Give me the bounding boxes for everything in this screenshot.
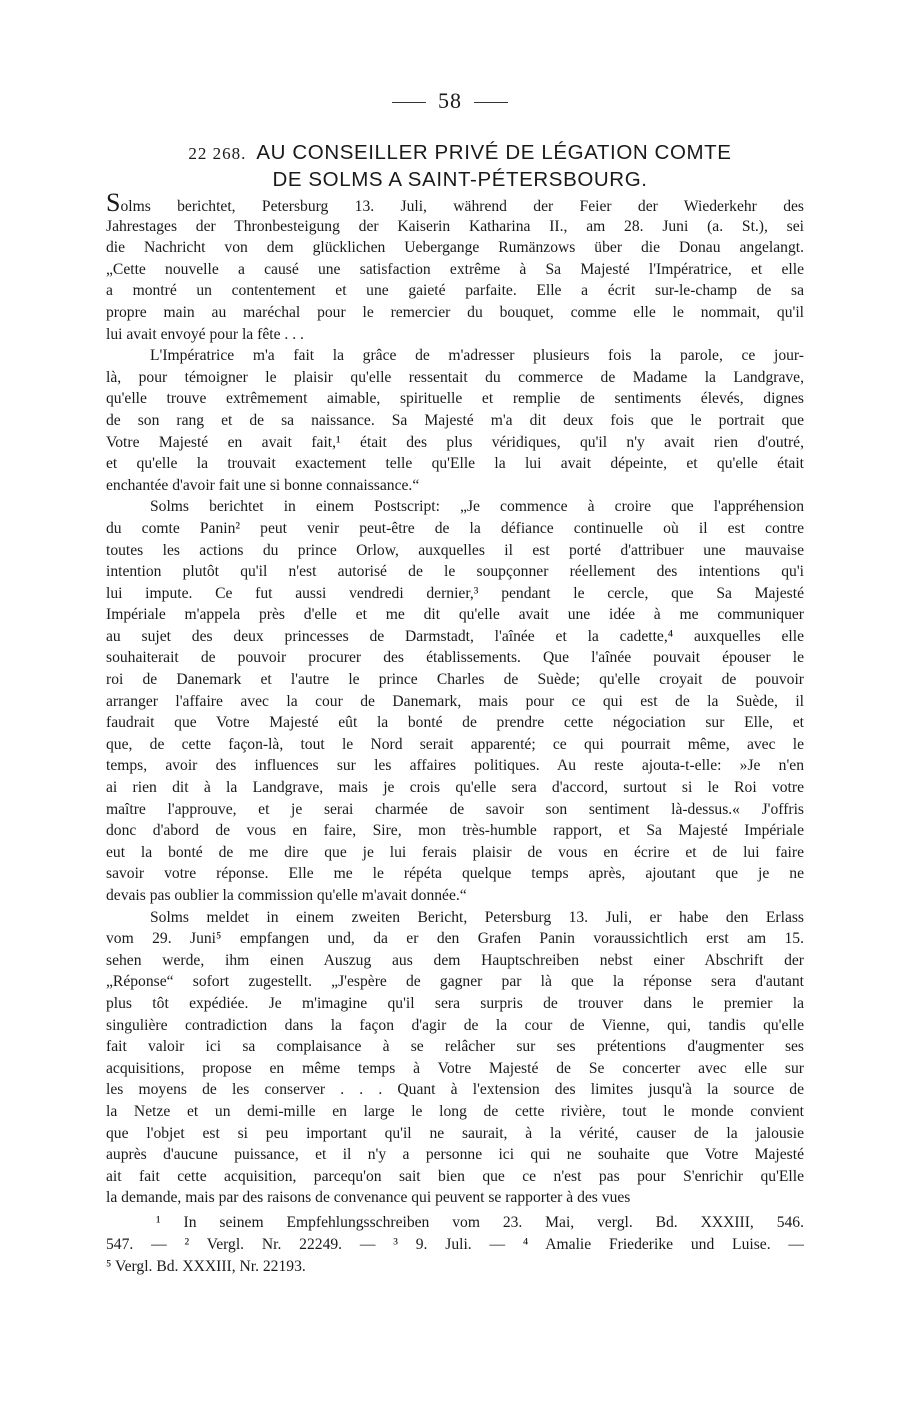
heading-line-1 xyxy=(140,140,780,167)
text-line: Jahrestages der Thronbesteigung der Kaiserin Katharina II., am 28. Juni (a. St.), sei xyxy=(106,217,804,235)
page-number-text: 58 xyxy=(438,88,462,113)
text-line: fait valoir ici sa complaisance à se relâcher sur ses prétentions d'augmenter ses xyxy=(106,1038,804,1056)
text-line: enchantée d'avoir fait une si bonne connaissance.“ xyxy=(106,476,420,494)
page-number-dash-left xyxy=(392,102,426,103)
text-line: savoir votre réponse. Elle me le répéta quelque temps après, ajoutant que je ne xyxy=(106,865,804,883)
text-line: les moyens de les conserver . . . Quant à l'extension des limites jusqu'à la source de xyxy=(106,1081,804,1099)
text-line: propre main au maréchal pour le remercier du bouquet, comme elle le nommait, qu'il xyxy=(106,303,804,321)
text-line: temps, avoir des influences sur les affaires politiques. Au reste ajouta-t-elle: »Je n'en xyxy=(106,757,804,775)
heading-title-1: AU CONSEILLER PRIVÉ DE LÉGATION COMTE xyxy=(256,141,732,164)
text-line xyxy=(106,188,804,217)
footnote-line: ⁵ Vergl. Bd. XXXIII, Nr. 22193. xyxy=(106,1258,306,1275)
text-line: plus tôt expédiée. Je m'imagine qu'il sera surpris de trouver dans le premier la xyxy=(106,994,804,1012)
text-line: et qu'elle la trouvait exactement telle qu'Elle la lui avait dépeinte, et qu'elle était xyxy=(106,455,804,473)
text-line: Votre Majesté en avait fait,¹ était des plus véridiques, qu'il n'y avait rien d'outré, xyxy=(106,433,804,451)
text-line: eut la bonté de me dire que je lui ferais plaisir de vous en écrire et de lui faire xyxy=(106,843,804,861)
text-line: que, de cette façon-là, tout le Nord serait apparenté; ce qui pourrait même, avec le xyxy=(106,735,804,753)
text-line: lui avait envoyé pour la fête . . . xyxy=(106,325,304,343)
text-line: devais pas oublier la commission qu'elle m'avait donnée.“ xyxy=(106,887,467,904)
text-line: la demande, mais par des raisons de convenance qui peuvent se rapporter à des vues xyxy=(106,1189,631,1207)
text-line: maître l'approuve, et je serai charmée de savoir son sentiment là-dessus.« J'offris xyxy=(106,800,804,818)
text-line: Impériale m'appela près d'elle et me dit qu'elle avait une idée à me communiquer xyxy=(106,606,804,624)
text-line: lui impute. Ce fut aussi vendredi dernier,³ pendant le cercle, que Sa Majesté xyxy=(106,584,804,602)
text-line: que l'objet est si peu important qu'il ne saurait, à la vérité, causer de la jalousie xyxy=(106,1124,804,1142)
text-line: L'Impératrice m'a fait la grâce de m'adresser plusieurs fois la parole, ce jour- xyxy=(150,347,804,365)
text-line: ai rien dit à la Landgrave, mais je crois qu'elle sera d'accord, surtout si le Roi votre xyxy=(106,779,804,797)
letter-body xyxy=(106,188,804,1209)
text-line: la Netze et un demi-mille en large le long de cette rivière, tout le monde convient xyxy=(106,1102,804,1120)
text-line: vom 29. Juni⁵ empfangen und, da er den Grafen Panin voraussichtlich erst am 15. xyxy=(106,930,804,948)
text-line: sehen werde, ihm einen Auszug aus dem Hauptschreiben nebst einer Abschrift der xyxy=(106,951,804,969)
text-line: ait fait cette acquisition, parcequ'on sait bien que ce n'est pas pour S'enrichir qu'Elle xyxy=(106,1167,804,1185)
text-line: „Cette nouvelle a causé une satisfaction extrême à Sa Majesté l'Impératrice, et elle xyxy=(106,260,804,278)
text-line: du comte Panin² peut venir peut-être de la défiance continuelle où il est contre xyxy=(106,519,804,537)
text-line: acquisitions, propose en même temps à Votre Majesté de Se concerter avec elle sur xyxy=(106,1059,804,1077)
text-line: die Nachricht von dem glücklichen Uebergange Rumänzows über die Donau angelangt. xyxy=(106,239,804,257)
letter-heading xyxy=(140,140,780,193)
text-line: de son rang et de sa naissance. Sa Majesté m'a dit deux fois que le portrait que xyxy=(106,411,804,429)
text-line: roi de Danemark et l'autre le prince Charles de Suède; qu'elle croyait de pouvoir xyxy=(106,671,804,689)
text-line: singulière contradiction dans la façon d'agir de la cour de Vienne, qui, tandis qu'elle xyxy=(106,1016,804,1034)
drop-cap: S xyxy=(106,188,121,217)
text-line: intention plutôt qu'il n'est autorisé de le soupçonner réellement des intentions qu'i xyxy=(106,563,804,581)
text-line: Solms berichtet in einem Postscript: „Je commence à croire que l'appréhension xyxy=(150,498,804,516)
text-line: donc d'abord de vous en faire, Sire, mon très-humble rapport, et Sa Majesté Impériale xyxy=(106,822,804,840)
text-line: toutes les actions du prince Orlow, auxquelles il est porté d'attribuer une mauvaise xyxy=(106,541,804,559)
page-number xyxy=(0,88,900,114)
text-line: arranger l'affaire avec la cour de Danemark, mais pour ce qui est de la Suède, il xyxy=(106,692,804,710)
text-line: „Réponse“ sofort zugestellt. „J'espère de gagner par là que la réponse sera d'autant xyxy=(106,973,804,991)
text-line: auprès d'aucune puissance, et il n'y a personne ici qui ne souhaite que Votre Majesté xyxy=(106,1146,804,1164)
text-line: a montré un contentement et une gaieté parfaite. Elle a écrit sur-le-champ de sa xyxy=(106,282,804,300)
letter-number: 22 268. xyxy=(188,144,247,163)
text-line: là, pour témoigner le plaisir qu'elle ressentait du commerce de Madame la Landgrave, xyxy=(106,368,804,386)
text-line: au sujet des deux princesses de Darmstadt, l'aînée et la cadette,⁴ auxquelles elle xyxy=(106,627,804,645)
text-line: Solms meldet in einem zweiten Bericht, Petersburg 13. Juli, er habe den Erlass xyxy=(150,908,804,926)
text-line: souhaiterait de pouvoir procurer des établissements. Que l'aînée pouvait épouser le xyxy=(106,649,804,667)
footnotes xyxy=(106,1212,804,1278)
footnote-line: ¹ In seinem Empfehlungsschreiben vom 23. Mai, vergl. Bd. XXXIII, 546. xyxy=(156,1214,804,1231)
text-line: qu'elle trouve extrêmement aimable, spirituelle et remplie de sentiments élevés, dignes xyxy=(106,390,804,408)
text-line: faudrait que Votre Majesté eût la bonté de prendre cette négociation sur Elle, et xyxy=(106,714,804,732)
first-line-text: olms berichtet, Petersburg 13. Juli, während der Feier der Wiederkehr des xyxy=(120,198,804,215)
page-number-dash-right xyxy=(474,102,508,103)
heading-line-2: DE SOLMS A SAINT-PÉTERSBOURG. xyxy=(272,168,648,191)
footnote-line: 547. — ² Vergl. Nr. 22249. — ³ 9. Juli. — ⁴ Amalie Friederike und Luise. — xyxy=(106,1236,804,1253)
